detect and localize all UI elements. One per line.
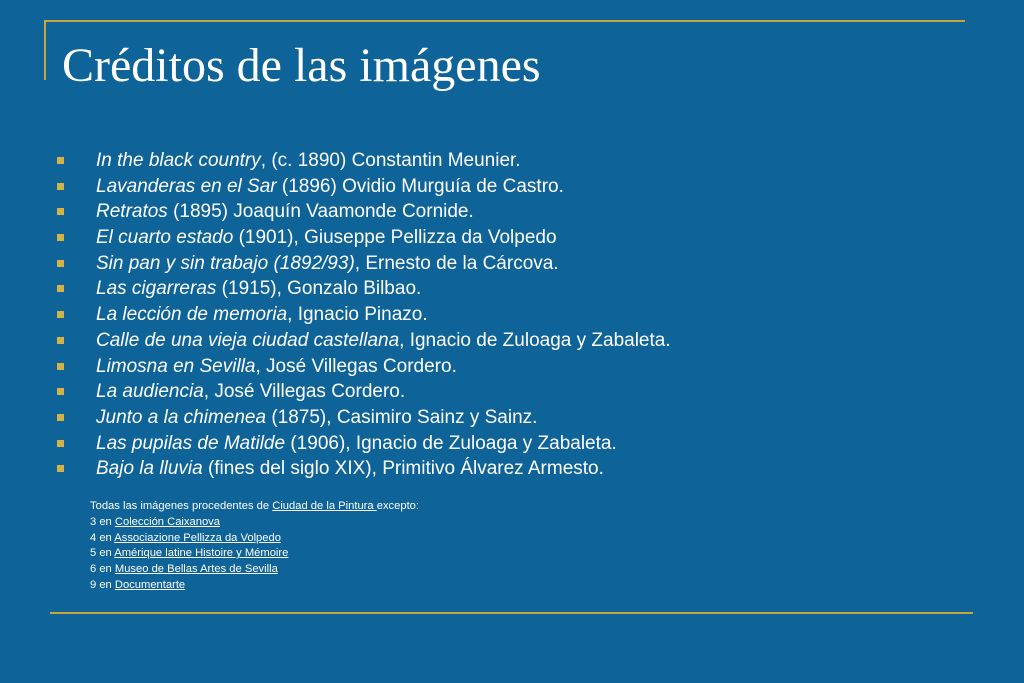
left-rule	[44, 20, 46, 80]
list-item	[56, 354, 671, 380]
list-item	[56, 276, 671, 302]
credits-intro-suffix: excepto:	[376, 500, 420, 512]
amerique-latine-link[interactable]: Amérique latine Histoire y Mémoire	[114, 547, 289, 560]
list-item	[56, 251, 671, 277]
artwork-details: , Ignacio de Zuloaga y Zabaleta.	[399, 329, 671, 351]
credit-prefix: 9 en	[90, 578, 115, 591]
square-bullet-icon	[57, 157, 64, 164]
artwork-details: , Ignacio Pinazo.	[287, 304, 428, 326]
square-bullet-icon	[57, 260, 64, 267]
artwork-details: , José Villegas Cordero.	[255, 355, 457, 377]
artwork-title: Retratos	[96, 201, 168, 223]
artwork-details: , (c. 1890) Constantin Meunier.	[260, 150, 521, 171]
artwork-details: (1915), Gonzalo Bilbao.	[216, 278, 422, 300]
credit-line	[90, 562, 419, 578]
documentarte-link[interactable]: Documentarte	[114, 578, 186, 591]
credit-prefix: 3 en	[90, 515, 115, 528]
artwork-title: Las cigarreras	[96, 278, 217, 300]
square-bullet-icon	[57, 234, 64, 241]
artwork-title: Bajo la lluvia	[96, 458, 203, 480]
square-bullet-icon	[57, 388, 64, 395]
artwork-details: (1901), Giuseppe Pellizza da Volpedo	[233, 227, 557, 249]
list-item	[56, 302, 671, 328]
credits-intro-prefix: Todas las imágenes procedentes de	[90, 500, 273, 512]
artwork-title: Las pupilas de Matilde	[96, 432, 286, 454]
credit-prefix: 5 en	[90, 547, 115, 560]
list-item	[56, 174, 671, 200]
top-rule	[44, 20, 965, 22]
square-bullet-icon	[57, 337, 64, 344]
list-item	[56, 456, 671, 482]
list-item	[56, 431, 671, 457]
square-bullet-icon	[57, 311, 64, 318]
credit-line	[90, 578, 419, 594]
square-bullet-icon	[57, 414, 64, 421]
square-bullet-icon	[57, 285, 64, 292]
artwork-details: (1906), Ignacio de Zuloaga y Zabaleta.	[285, 432, 617, 454]
list-item	[56, 379, 671, 405]
credit-line	[90, 531, 419, 547]
artwork-details: , Ernesto de la Cárcova.	[354, 252, 559, 274]
list-item	[56, 199, 671, 225]
museo-bellas-artes-sevilla-link[interactable]: Museo de Bellas Artes de Sevilla	[114, 563, 278, 576]
credit-line	[90, 546, 419, 562]
list-item	[56, 225, 671, 251]
credits-intro	[90, 499, 419, 515]
artwork-title: Calle de una vieja ciudad castellana	[96, 329, 400, 351]
artwork-details: (1896) Ovidio Murguía de Castro.	[276, 175, 564, 197]
credit-prefix: 4 en	[90, 531, 115, 544]
credit-line	[90, 515, 419, 531]
artwork-title: La lección de memoria	[96, 304, 288, 326]
artwork-details: , José Villegas Cordero.	[203, 381, 406, 403]
list-item	[56, 328, 671, 354]
list-item	[56, 148, 671, 174]
artwork-title: In the black country	[96, 150, 261, 171]
artwork-title: Lavanderas en el Sar	[96, 175, 277, 197]
artwork-details: (1895) Joaquín Vaamonde Cornide.	[167, 201, 474, 223]
list-item	[56, 405, 671, 431]
artwork-details: (1875), Casimiro Sainz y Sainz.	[266, 406, 538, 428]
square-bullet-icon	[57, 440, 64, 447]
artwork-title: Junto a la chimenea	[96, 406, 267, 428]
artwork-details: (fines del siglo XIX), Primitivo Álvarez Armesto.	[202, 458, 604, 480]
artwork-title: Sin pan y sin trabajo (1892/93)	[96, 252, 355, 274]
credit-prefix: 6 en	[90, 563, 115, 576]
ciudad-de-la-pintura-link[interactable]: Ciudad de la Pintura	[272, 500, 377, 512]
coleccion-caixanova-link[interactable]: Colección Caixanova	[114, 515, 220, 528]
artwork-title: El cuarto estado	[96, 227, 234, 249]
artwork-title: La audiencia	[96, 381, 204, 403]
associazione-pellizza-link[interactable]: Associazione Pellizza da Volpedo	[114, 531, 281, 544]
image-credits	[90, 499, 419, 594]
square-bullet-icon	[57, 183, 64, 190]
square-bullet-icon	[57, 465, 64, 472]
slide-title: Créditos de las imágenes	[62, 39, 541, 92]
square-bullet-icon	[57, 208, 64, 215]
square-bullet-icon	[57, 363, 64, 370]
bottom-rule	[50, 612, 973, 614]
artwork-title: Limosna en Sevilla	[96, 355, 256, 377]
bullet-list	[56, 148, 671, 482]
